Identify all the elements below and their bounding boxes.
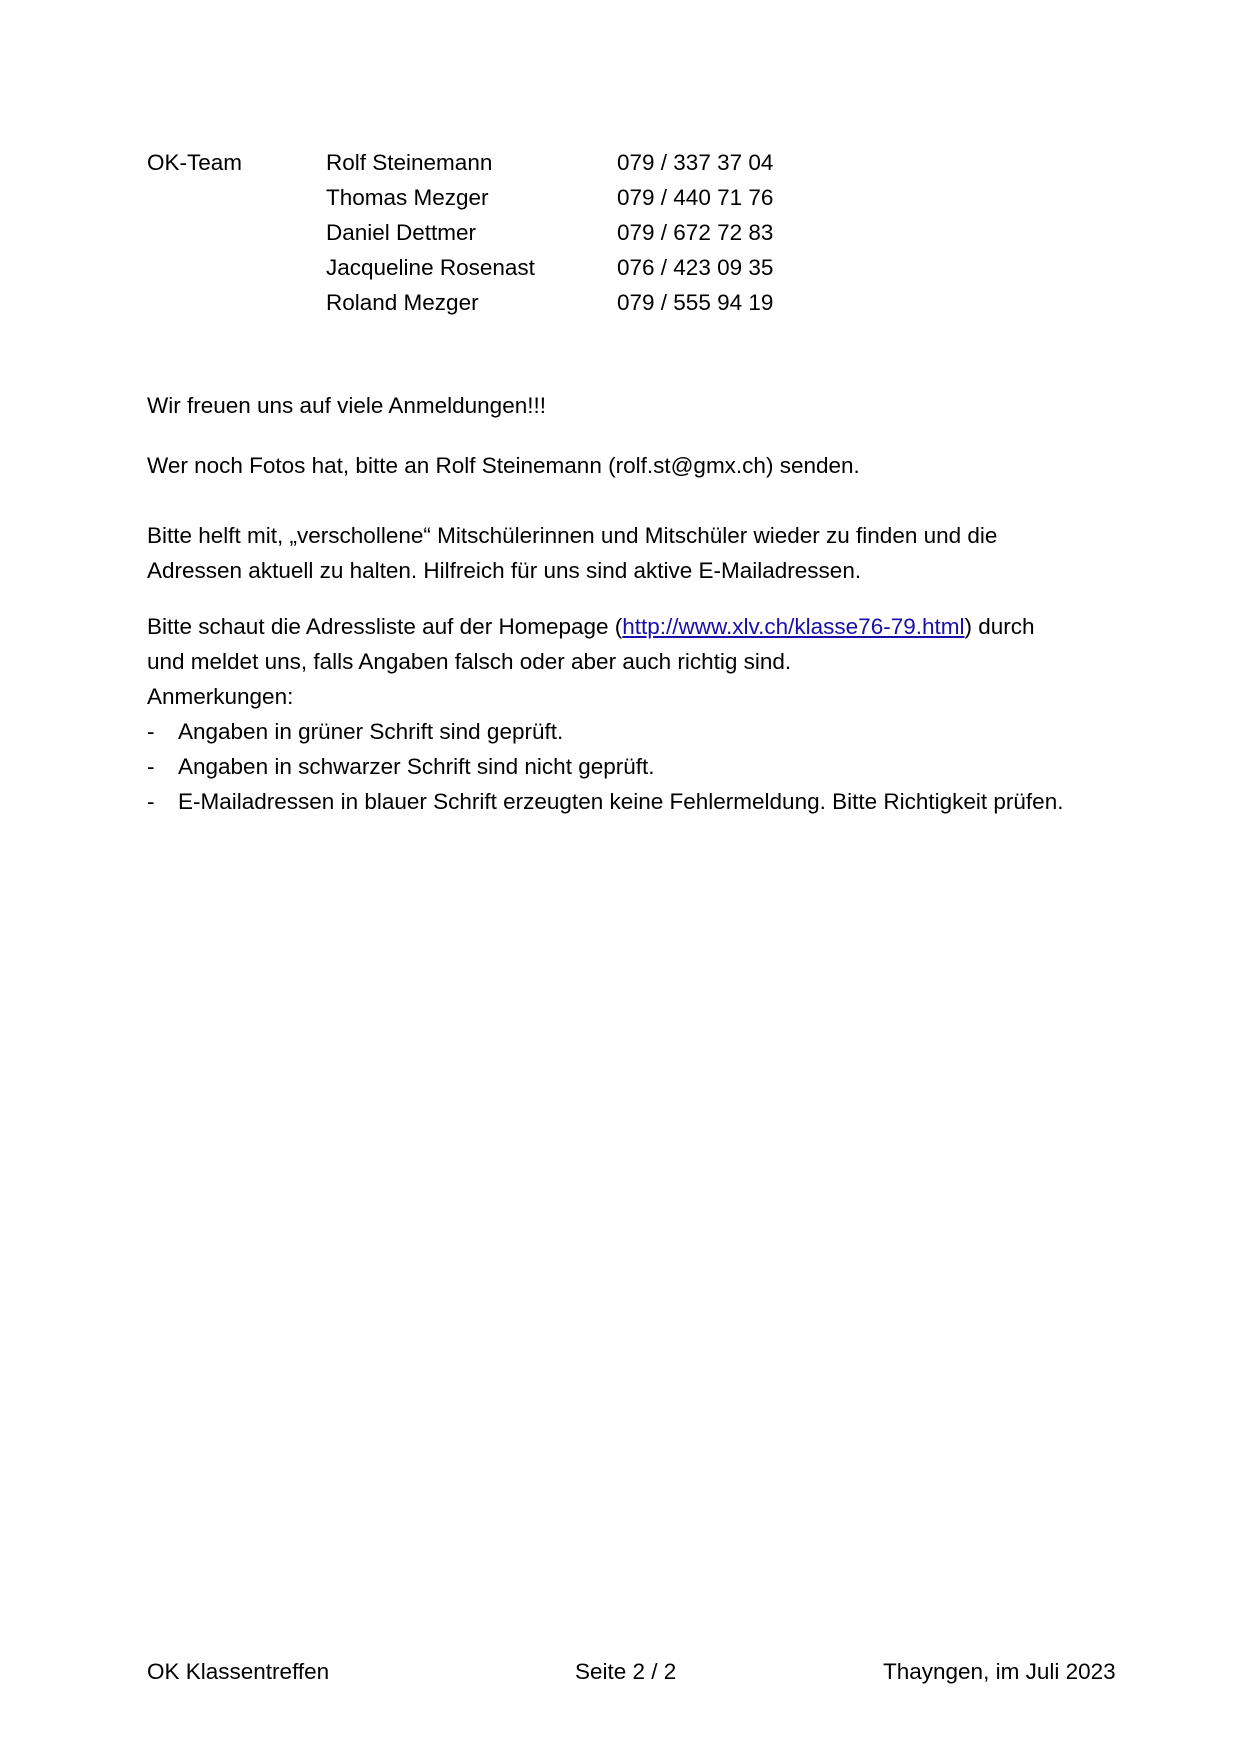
team-label: OK-Team <box>147 150 243 175</box>
footer-place-date: Thayngen, im Juli 2023 <box>883 1659 1116 1684</box>
team-member-name: Roland Mezger <box>326 290 479 315</box>
address-suffix: ) durch <box>964 614 1035 639</box>
note-item: Angaben in schwarzer Schrift sind nicht geprüft. <box>178 754 655 779</box>
footer-left: OK Klassentreffen <box>147 1659 330 1684</box>
note-item: E-Mailadressen in blauer Schrift erzeugten keine Fehlermeldung. Bitte Richtigkeit prüfen. <box>178 789 1064 814</box>
homepage-link[interactable]: http://www.xlv.ch/klasse76-79.html <box>622 614 965 639</box>
footer-page-number: Seite 2 / 2 <box>575 1659 677 1684</box>
photos-text: Wer noch Fotos hat, bitte an Rolf Steinemann (rolf.st@gmx.ch) senden. <box>147 453 860 478</box>
team-member-name: Daniel Dettmer <box>326 220 477 245</box>
address-text-line-1 <box>147 613 1035 641</box>
team-member-name: Thomas Mezger <box>326 185 489 210</box>
address-text-line-2: und meldet uns, falls Angaben falsch oder aber auch richtig sind. <box>147 649 792 674</box>
team-member-name: Rolf Steinemann <box>326 150 493 175</box>
team-member-phone: 079 / 672 72 83 <box>617 220 774 245</box>
team-member-name: Jacqueline Rosenast <box>326 255 535 280</box>
team-member-phone: 079 / 555 94 19 <box>617 290 774 315</box>
team-member-phone: 079 / 440 71 76 <box>617 185 774 210</box>
notes-heading: Anmerkungen: <box>147 684 294 709</box>
help-text-line-1: Bitte helft mit, „verschollene“ Mitschülerinnen und Mitschüler wieder zu finden und die <box>147 523 998 548</box>
bullet-marker: - <box>147 754 155 779</box>
team-member-phone: 079 / 337 37 04 <box>617 150 774 175</box>
greeting-text: Wir freuen uns auf viele Anmeldungen!!! <box>147 393 546 418</box>
team-member-phone: 076 / 423 09 35 <box>617 255 774 280</box>
note-item: Angaben in grüner Schrift sind geprüft. <box>178 719 564 744</box>
bullet-marker: - <box>147 719 155 744</box>
help-text-line-2: Adressen aktuell zu halten. Hilfreich für uns sind aktive E-Mailadressen. <box>147 558 862 583</box>
address-prefix: Bitte schaut die Adressliste auf der Homepage ( <box>147 614 623 639</box>
bullet-marker: - <box>147 789 155 814</box>
